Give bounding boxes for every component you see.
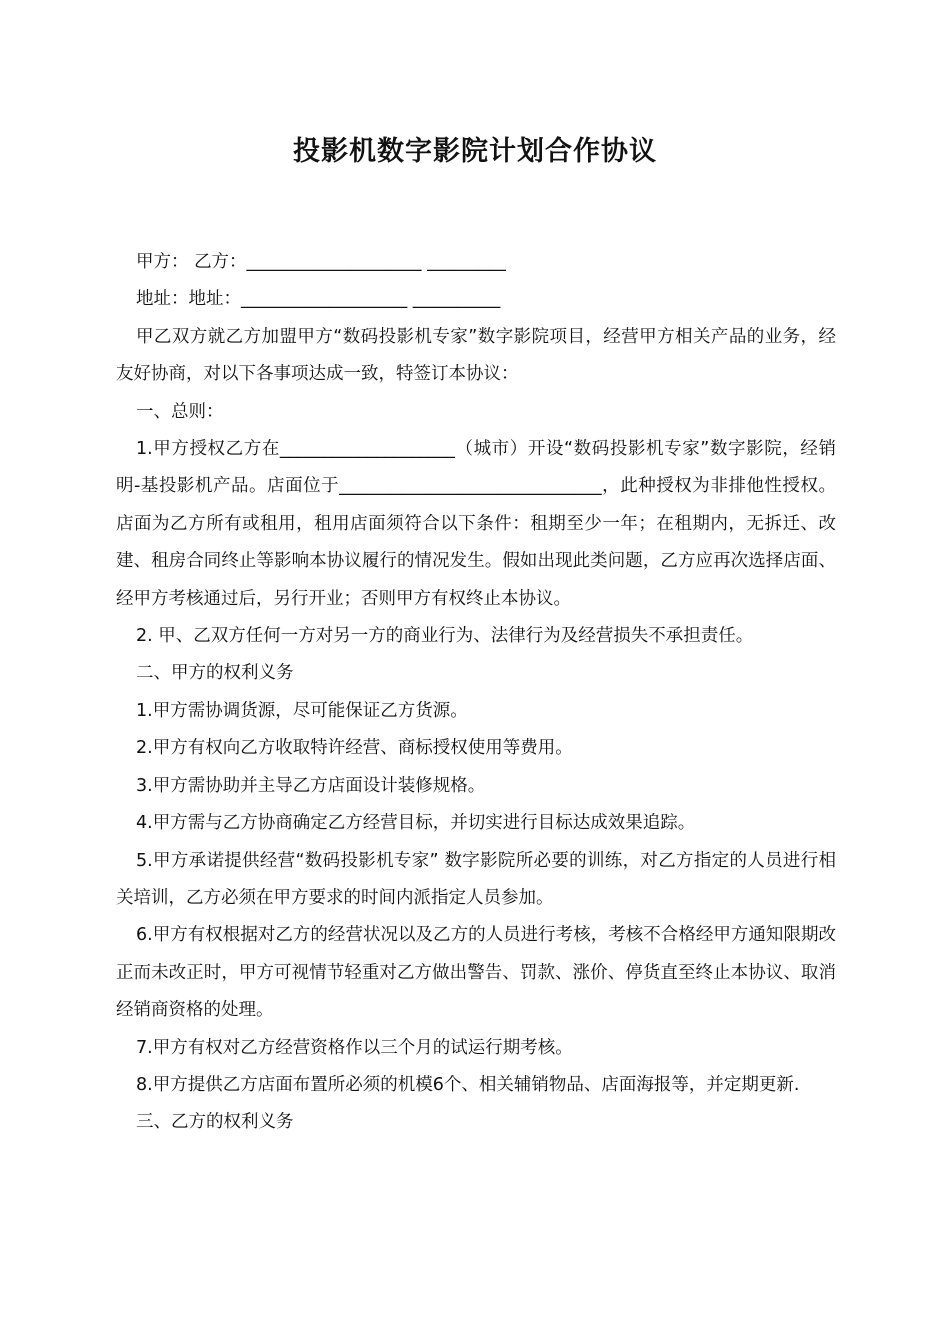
party-line: 甲方： 乙方：____________________ _________ [136, 252, 506, 272]
clause-party-a-6: 6.甲方有权根据对乙方的经营状况以及乙方的人员进行考核，考核不合格经甲方通知限期改正而未改正时，甲方可视情节轻重对乙方做出警告、罚款、涨价、停货直至终止本协议、取消经销商资格的处理。 [116, 925, 836, 1021]
clause-general-2: 2. 甲、乙双方任何一方对另一方的商业行为、法律行为及经营损失不承担责任。 [136, 626, 754, 647]
preamble-paragraph: 甲乙双方就乙方加盟甲方“数码投影机专家”数字影院项目，经营甲方相关产品的业务，经友好协商，对以下各事项达成一致，特签订本协议： [116, 326, 836, 385]
document-body [116, 244, 836, 1142]
clause-party-a-7: 7.甲方有权对乙方经营资格作以三个月的试运行期考核。 [136, 1037, 573, 1058]
clause-party-a-2: 2.甲方有权向乙方收取特许经营、商标授权使用等费用。 [136, 738, 573, 759]
document-title: 投影机数字影院计划合作协议 [293, 136, 657, 167]
clause-party-a-1: 1.甲方需协调货源，尽可能保证乙方货源。 [136, 700, 468, 721]
clause-party-a-3: 3.甲方需协助并主导乙方店面设计装修规格。 [136, 775, 486, 796]
clause-general-1: 1.甲方授权乙方在____________________（城市）开设“数码投影机专家”数字影院，经销明-基投影机产品。店面位于______________________________，此种授权为非排他性授权。店面为乙方所有或租用，租用店面须符合以下条件：租期至少一年；在租期内，无拆迁、改建、租房合同终止等影响本协议履行的情况发生。假如出现此类问题，乙方应再次选择店面、经甲方考核通过后，另行开业；否则甲方有权终止本协议。 [116, 439, 836, 609]
address-line: 地址：地址：___________________ __________ [136, 289, 501, 310]
clause-party-a-8: 8.甲方提供乙方店面布置所必须的机模6个、相关辅销物品、店面海报等，并定期更新. [136, 1074, 800, 1095]
section-heading-party-a: 二、甲方的权利义务 [136, 663, 294, 684]
section-heading-general: 一、总则： [136, 401, 224, 422]
section-heading-party-b: 三、乙方的权利义务 [136, 1112, 294, 1133]
clause-party-a-5: 5.甲方承诺提供经营“数码投影机专家” 数字影院所必要的训练，对乙方指定的人员进行相关培训，乙方必须在甲方要求的时间内派指定人员参加。 [116, 850, 836, 908]
clause-party-a-4: 4.甲方需与乙方协商确定乙方经营目标，并切实进行目标达成效果追踪。 [136, 813, 696, 834]
